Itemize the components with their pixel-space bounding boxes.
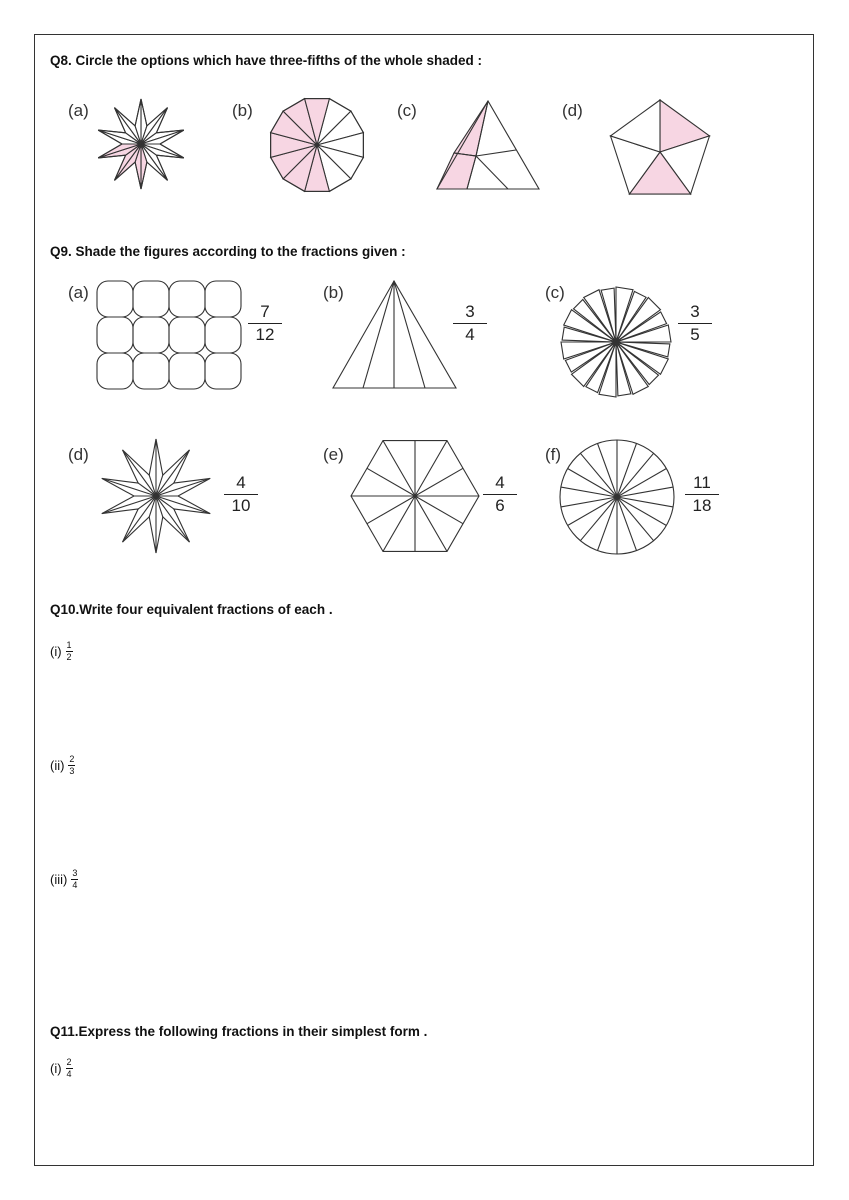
denominator: 10 — [231, 496, 251, 515]
denominator: 2 — [66, 652, 72, 662]
denominator: 6 — [495, 496, 505, 515]
item-label: (iii) — [50, 872, 68, 887]
item-label: (i) — [50, 644, 62, 659]
q9-item-d-label: (d) — [68, 445, 89, 464]
q8-option-c-label: (c) — [397, 101, 417, 120]
item-label: (ii) — [50, 758, 65, 773]
numerator: 3 — [690, 302, 700, 321]
denominator: 4 — [465, 325, 475, 344]
fraction — [71, 869, 78, 890]
q10-item-iii — [50, 869, 78, 890]
numerator: 4 — [236, 473, 246, 492]
q9-title: Q9. Shade the figures according to the fractions given : — [50, 244, 406, 259]
q9-fraction-e — [482, 473, 518, 516]
numerator: 4 — [495, 473, 505, 492]
denominator: 3 — [69, 766, 75, 776]
q9-fraction-c — [677, 302, 713, 345]
q8-option-d-label: (d) — [562, 101, 583, 120]
q8-option-a-label: (a) — [68, 101, 89, 120]
denominator: 18 — [692, 496, 712, 515]
denominator: 12 — [255, 325, 275, 344]
denominator: 4 — [66, 1069, 72, 1079]
item-label: (i) — [50, 1061, 62, 1076]
denominator: 4 — [72, 880, 78, 890]
q9-fraction-f — [684, 473, 720, 516]
q9-item-a-label: (a) — [68, 283, 89, 302]
numerator: 7 — [260, 302, 270, 321]
q8-option-b-label: (b) — [232, 101, 253, 120]
q9-item-f-label: (f) — [545, 445, 562, 464]
numerator: 11 — [693, 473, 711, 492]
q9-fraction-a — [247, 302, 283, 345]
numerator: 1 — [66, 640, 72, 650]
page-frame — [34, 34, 814, 1166]
fraction — [66, 641, 73, 662]
q11-item-i — [50, 1058, 73, 1079]
numerator: 2 — [66, 1057, 72, 1067]
q9-item-e-label: (e) — [323, 445, 344, 464]
q9-item-c-label: (c) — [545, 283, 565, 302]
q9-circle-figure[interactable] — [0, 0, 1, 1]
fraction — [68, 755, 75, 776]
q10-item-i — [50, 641, 73, 662]
q9-item-b-label: (b) — [323, 283, 344, 302]
numerator: 2 — [69, 754, 75, 764]
q10-title: Q10.Write four equivalent fractions of each . — [50, 602, 333, 617]
numerator: 3 — [72, 868, 78, 878]
denominator: 5 — [690, 325, 700, 344]
q11-title: Q11.Express the following fractions in their simplest form . — [50, 1024, 428, 1039]
q9-fraction-d — [223, 473, 259, 516]
q9-fraction-b — [452, 302, 488, 345]
q8-title: Q8. Circle the options which have three-fifths of the whole shaded : — [50, 53, 483, 68]
q10-item-ii — [50, 755, 75, 776]
fraction — [66, 1058, 73, 1079]
numerator: 3 — [465, 302, 475, 321]
